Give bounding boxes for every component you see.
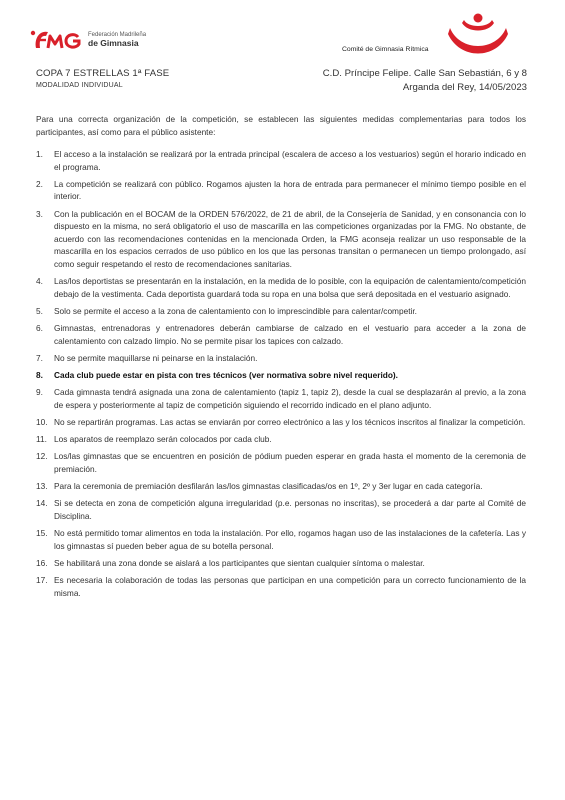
rule-text: Cada gimnasta tendrá asignada una zona de calentamiento (tapiz 1, tapiz 2), desde la cual se desplazarán al previo, a la zona de espera y posteriormente al tapiz de competición siguiendo el recorrido indicado en el plano adjunto. [54, 387, 526, 410]
rule-number: 2. [36, 178, 43, 189]
rule-number: 13. [36, 481, 48, 492]
rule-text: Los/las gimnastas que se encuentren en posición de pódium pueden esperar en grada hasta el momento de la ceremonia de premiación. [54, 451, 526, 474]
venue-address: C.D. Príncipe Felipe. Calle San Sebastián, 6 y 8 [322, 68, 527, 79]
competition-modality: MODALIDAD INDIVIDUAL [36, 82, 123, 89]
rule-item [36, 480, 526, 493]
rule-number: 8. [36, 370, 43, 381]
rule-number: 11. [36, 434, 47, 445]
fmg-logo-icon [28, 24, 84, 56]
rule-number: 3. [36, 208, 43, 219]
rule-item [36, 148, 526, 173]
place-date: Arganda del Rey, 14/05/2023 [402, 82, 527, 93]
rule-number: 12. [36, 451, 48, 462]
rule-text: Gimnastas, entrenadoras y entrenadores deberán cambiarse de calzado en el vestuario para acceder a la zona de calentamiento con calzado limpio. No se permite pisar los tapices con calzado. [54, 323, 526, 346]
rule-item [36, 386, 526, 411]
rule-text: Para la ceremonia de premiación desfilarán las/los gimnastas clasificadas/os en 1º, 2º y 3er lugar en cada categoría. [54, 481, 483, 492]
rule-text: No se permite maquillarse ni peinarse en la instalación. [54, 352, 258, 363]
rule-number: 15. [36, 528, 48, 539]
org-name-line1: Federación Madrileña [88, 32, 147, 39]
rule-item [36, 369, 526, 382]
rule-item [36, 208, 526, 271]
rule-text: Los aparatos de reemplazo serán colocados por cada club. [54, 434, 272, 445]
rule-text: Las/los deportistas se presentarán en la instalación, en la medida de lo posible, con la equipación de calentamiento/competición debajo de la vestimenta. Cada deportista guardará toda su ropa en una bolsa que será depositada en el vestuario asignado. [54, 276, 526, 299]
rule-item [36, 352, 526, 365]
rule-item [36, 497, 526, 522]
rule-number: 10. [36, 417, 48, 428]
rule-text: El acceso a la instalación se realizará por la entrada principal (escalera de acceso a los vestuarios) según el horario indicado en el programa. [54, 149, 526, 172]
intro-paragraph: Para una correcta organización de la competición, se establecen las siguientes medidas complementarias para todos los participantes, así como para el público asistente: [36, 114, 526, 137]
rule-number: 16. [36, 557, 48, 568]
rhythmic-gymnastics-logo-icon [446, 12, 510, 58]
rule-item [36, 433, 526, 446]
competition-title: COPA 7 ESTRELLAS 1ª FASE [36, 68, 170, 79]
rule-item [36, 574, 526, 599]
rule-text: Se habilitará una zona donde se aislará a los participantes que sientan cualquier síntoma o malestar. [54, 557, 425, 568]
rule-number: 6. [36, 323, 43, 334]
rule-item [36, 527, 526, 552]
rule-text: La competición se realizará con público. Rogamos ajusten la hora de entrada para permanecer el mínimo tiempo posible en el interior. [54, 178, 526, 202]
rule-number: 1. [36, 149, 43, 159]
committee-label: Comité de Gimnasia Rítmica [342, 46, 429, 53]
rule-item [36, 322, 526, 347]
rule-number: 14. [36, 498, 48, 509]
rules-list [36, 148, 526, 604]
rule-text: Con la publicación en el BOCAM de la ORDEN 576/2022, de 21 de abril, de la Consejería de Sanidad, y en consonancia con lo dispuesto en la misma, no será obligatorio el uso de mascarilla en las competiciones organizadas por la FMG. No obstante, de acuerdo con las recomendaciones contenidas en la mencionada Orden, la FMG aconseja realizar un uso responsable de la mascarilla en los espacios cerrados de uso público en los que las personas transitan o permanecen un tiempo prolongado, así como seguir respetando el resto de recomendaciones sanitarias. [54, 208, 526, 269]
rule-item [36, 416, 526, 429]
rule-item [36, 450, 526, 475]
rule-item [36, 275, 526, 300]
rule-text: Solo se permite el acceso a la zona de calentamiento con lo imprescindible para calentar/competir. [54, 305, 417, 316]
rule-number: 7. [36, 352, 43, 363]
rule-number: 4. [36, 276, 43, 287]
rule-number: 5. [36, 305, 43, 316]
rule-item [36, 557, 526, 570]
org-name-line2: de Gimnasia [88, 37, 139, 48]
rule-text: Si se detecta en zona de competición alguna irregularidad (p.e. personas no inscritas), se procederá a dar parte al Comité de Disciplina. [54, 498, 526, 521]
rule-text: Cada club puede estar en pista con tres técnicos (ver normativa sobre nivel requerido). [54, 370, 398, 381]
rule-number: 17. [36, 575, 48, 586]
rule-text: No se repartirán programas. Las actas se enviarán por correo electrónico a las y los técnicos inscritos al finalizar la competición. [54, 417, 526, 428]
fmg-logo [28, 24, 146, 56]
rule-text: No está permitido tomar alimentos en toda la instalación. Por ello, rogamos hagan uso de las instalaciones de la cafetería. Las y los gimnastas sí pueden beber agua de su botella personal. [54, 528, 526, 551]
rule-number: 9. [36, 387, 43, 398]
rule-text: Es necesaria la colaboración de todas las personas que participan en una competición para un correcto funcionamiento de la misma. [54, 575, 526, 598]
rule-item [36, 178, 526, 203]
rule-item [36, 305, 526, 318]
